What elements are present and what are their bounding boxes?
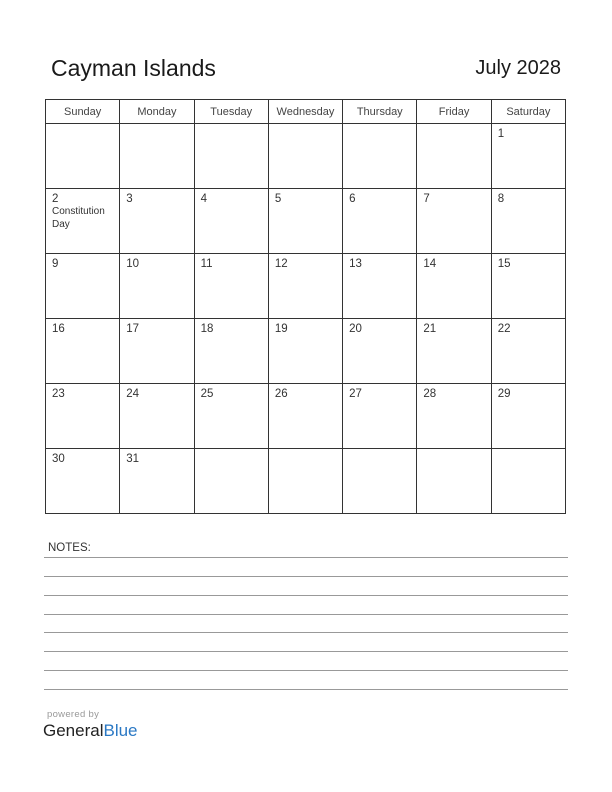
notes-line (44, 651, 568, 652)
day-number: 13 (349, 258, 362, 270)
day-number: 7 (423, 193, 430, 205)
week-row (46, 124, 566, 189)
day-cell (120, 254, 194, 319)
day-cell (343, 124, 417, 189)
day-cell (46, 384, 120, 449)
day-number: 26 (274, 388, 288, 400)
day-cell (491, 449, 565, 514)
weekday-header: Sunday (46, 100, 120, 124)
day-number: 15 (497, 258, 511, 270)
day-number: 10 (126, 258, 140, 270)
day-number: 4 (200, 193, 207, 205)
day-number: 3 (126, 193, 133, 205)
day-number: 22 (497, 323, 511, 335)
day-number: 9 (52, 258, 59, 270)
day-number: 16 (52, 323, 65, 335)
day-number: 17 (126, 323, 140, 335)
day-cell (491, 254, 565, 319)
notes-line (44, 689, 568, 690)
week-row (46, 189, 566, 254)
day-cell (120, 384, 194, 449)
day-cell (417, 449, 491, 514)
day-number: 11 (200, 258, 213, 270)
day-cell (343, 319, 417, 384)
day-cell (491, 319, 565, 384)
day-cell (343, 449, 417, 514)
day-cell (46, 319, 120, 384)
day-number: 6 (349, 193, 356, 205)
day-number: 28 (423, 388, 437, 400)
day-cell (417, 189, 491, 254)
week-row (46, 449, 566, 514)
weekday-header: Thursday (343, 100, 417, 124)
holiday-label: Constitution Day (52, 206, 105, 230)
day-cell (194, 254, 268, 319)
day-cell (46, 449, 120, 514)
day-cell (46, 124, 120, 189)
day-number: 21 (423, 323, 437, 335)
day-number: 20 (349, 323, 362, 335)
brand-blue-text: Blue (103, 721, 138, 740)
day-number: 2 (52, 193, 59, 205)
day-cell (120, 449, 194, 514)
notes-line (44, 614, 568, 615)
day-cell (343, 254, 417, 319)
calendar-grid (45, 99, 566, 514)
day-number: 18 (200, 323, 214, 335)
month-title: July 2028 (475, 57, 561, 79)
day-cell (268, 254, 342, 319)
notes-line (44, 557, 568, 558)
day-cell (417, 384, 491, 449)
day-number: 14 (423, 258, 437, 270)
day-number: 12 (274, 258, 288, 270)
day-number: 23 (52, 388, 65, 400)
day-cell (46, 254, 120, 319)
day-cell (268, 124, 342, 189)
day-number: 31 (126, 453, 140, 465)
notes-line (44, 576, 568, 577)
day-cell (491, 189, 565, 254)
day-cell (194, 124, 268, 189)
country-title: Cayman Islands (51, 55, 216, 81)
day-cell (194, 449, 268, 514)
day-cell (194, 189, 268, 254)
notes-label: NOTES: (48, 542, 91, 554)
day-cell (268, 449, 342, 514)
week-row (46, 319, 566, 384)
weekday-header: Wednesday (268, 100, 342, 124)
day-cell (343, 384, 417, 449)
notes-line (44, 670, 568, 671)
weekday-header: Friday (417, 100, 491, 124)
powered-by-text: powered by (47, 709, 100, 720)
day-cell (120, 124, 194, 189)
day-cell (417, 124, 491, 189)
day-number: 29 (497, 388, 511, 400)
day-cell (194, 319, 268, 384)
day-number: 8 (497, 193, 505, 205)
generalblue-logo (43, 721, 138, 741)
weekday-header: Monday (120, 100, 194, 124)
day-cell (120, 189, 194, 254)
notes-line (44, 632, 568, 633)
week-row (46, 254, 566, 319)
day-cell (268, 319, 342, 384)
brand-general-text: General (43, 721, 104, 740)
day-number: 24 (126, 388, 140, 400)
day-cell (417, 319, 491, 384)
day-cell (491, 384, 565, 449)
day-cell (194, 384, 268, 449)
day-number: 5 (274, 193, 282, 205)
day-cell (417, 254, 491, 319)
weekday-header: Tuesday (194, 100, 268, 124)
day-number: 27 (349, 388, 362, 400)
day-cell (120, 319, 194, 384)
notes-line (44, 595, 568, 596)
day-number: 1 (497, 128, 505, 140)
weekday-header: Saturday (491, 100, 565, 124)
day-number: 19 (274, 323, 288, 335)
day-cell (268, 189, 342, 254)
day-number: 25 (200, 388, 214, 400)
weekday-header-row (46, 100, 566, 124)
day-cell (491, 124, 565, 189)
day-cell (46, 189, 120, 254)
day-number: 30 (52, 453, 65, 465)
day-cell (343, 189, 417, 254)
week-row (46, 384, 566, 449)
day-cell (268, 384, 342, 449)
